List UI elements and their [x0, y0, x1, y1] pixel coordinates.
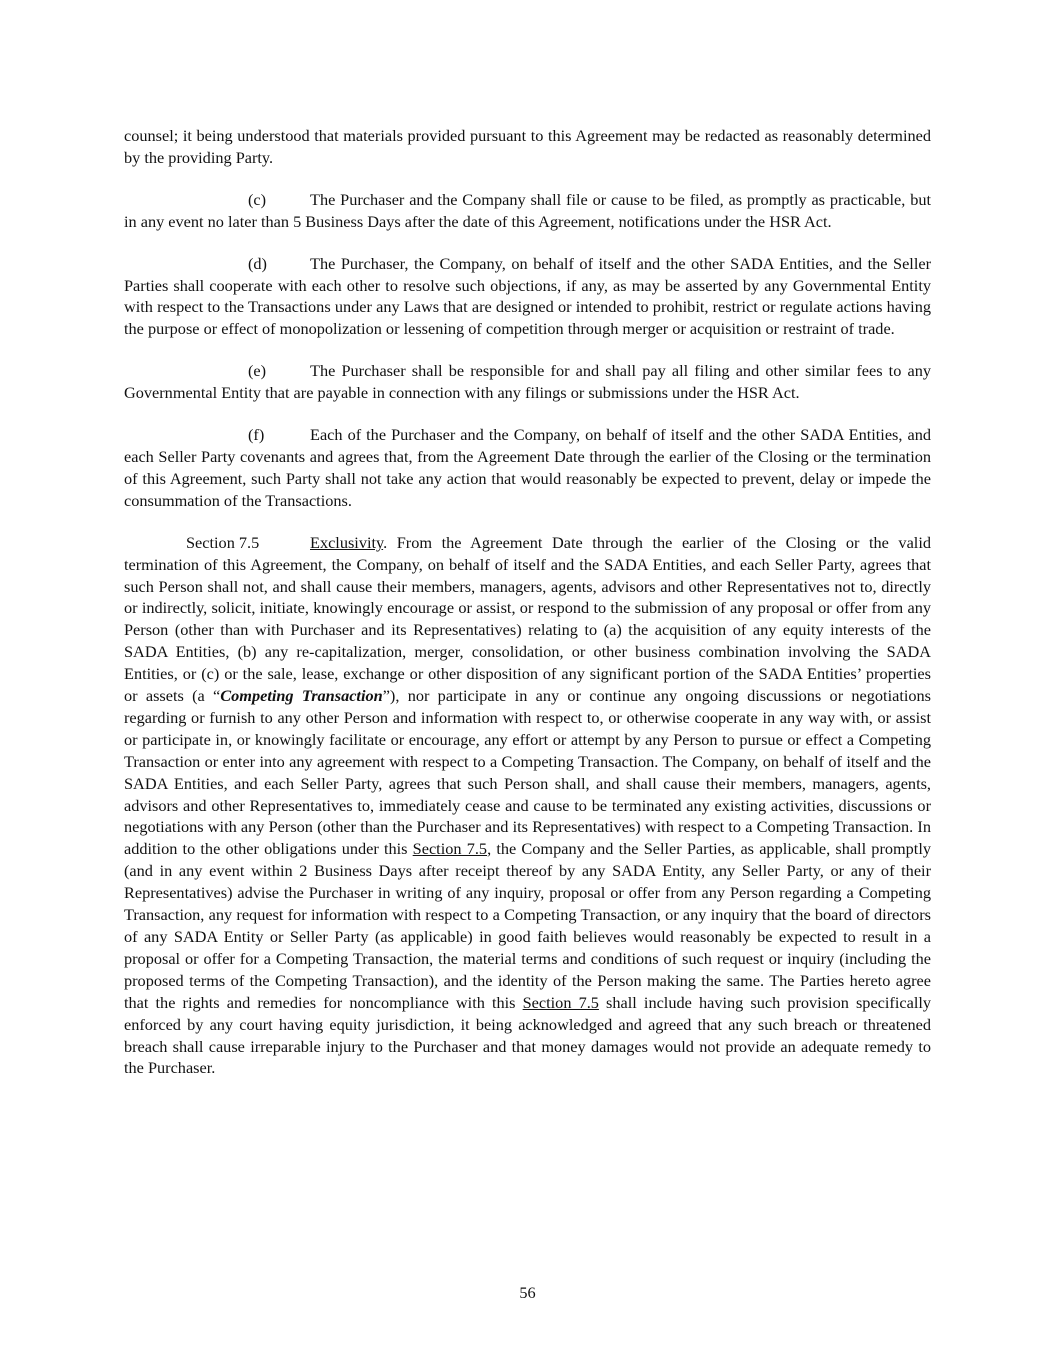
subsection-text: The Purchaser shall be responsible for and shall pay all filing and other similar fees to any Governmental Entity that are payable in connection with any filings or submissions under the HSR Act. [124, 361, 931, 403]
section-heading: Exclusivity [310, 532, 384, 552]
section-text: ”), nor participate in any or continue any ongoing discussions or negotiations regarding or furnish to any other Person and information with respect to, or otherwise cooperate in any way with, or assist or participate in, or knowingly facilitate or encourage, any effort or attempt by any Person to pursue or effect a Competing Transaction or enter into any agreement with respect to a Competing Transaction. The Company, on behalf of itself and the SADA Entities, and each Seller Party, agrees that such Person shall, and shall cause their members, managers, agents, advisors and other Representatives to, immediately cease and cause to be terminated any existing activities, discussions or negotiations with any Person (other than the Purchaser and its Representatives) with respect to a Competing Transaction. In addition to the other obligations under this [124, 686, 931, 859]
section-cross-reference: Section 7.5 [522, 992, 599, 1012]
subsection-label: (c) [248, 189, 267, 209]
subsection-d [124, 253, 931, 341]
subsection-label: (d) [248, 253, 267, 273]
section-text: shall include having such provision specifically enforced by any court having equity jurisdiction, it being acknowledged and agreed that any such breach or threatened breach shall cause irreparable injury to the Purchaser and that money damages would not provide an adequate remedy to the Purchaser. [124, 992, 932, 1078]
section-text: . From the Agreement Date through the earlier of the Closing or the valid termination of this Agreement, the Company, on behalf of itself and the SADA Entities, and each Seller Party, agrees that such Person shall not, and shall cause their members, managers, agents, advisors and other Representatives not to, directly or indirectly, solicit, initiate, knowingly encourage or assist, or respond to the submission of any proposal or offer from any Person (other than with Purchaser and its Representatives) relating to (a) the acquisition of any equity interests of the SADA Entities, (b) any re-capitalization, merger, consolidation, or other business combination involving the SADA Entities, or (c) or the sale, lease, exchange or other disposition of any significant portion of the SADA Entities’ properties or assets (a “ [124, 532, 931, 706]
subsection-text: Each of the Purchaser and the Company, on behalf of itself and the other SADA Entities, and each Seller Party covenants and agrees that, from the Agreement Date through the earlier of the Closing or the termination of this Agreement, such Party shall not take any action that would reasonably be expected to prevent, delay or impede the consummation of the Transactions. [124, 425, 931, 510]
paragraph-continuation [124, 125, 931, 169]
section-text: , the Company and the Seller Parties, as applicable, shall promptly (and in any event within 2 Business Days after receipt thereof by any SADA Entity, any Seller Party, or any of their Representatives) advise the Purchaser in writing of any inquiry, proposal or offer from any Person regarding a Competing Transaction, any request for information with respect to a Competing Transaction, or any inquiry that the board of directors of any SADA Entity or Seller Party (as applicable) in good faith believes would reasonably be expected to result in a proposal or offer for a Competing Transaction, the material terms and conditions of such request or inquiry (including the proposed terms of the Competing Transaction), and the identity of the Person making the same. The Parties hereto agree that the rights and remedies for noncompliance with this [124, 839, 931, 1012]
subsection-text: The Purchaser and the Company shall file or cause to be filed, as promptly as practicable, but in any event no later than 5 Business Days after the date of this Agreement, notifications under the HSR Act. [124, 189, 931, 231]
paragraph-text: counsel; it being understood that materials provided pursuant to this Agreement may be redacted as reasonably determined by the providing Party. [124, 126, 931, 167]
defined-term: Competing Transaction [220, 686, 383, 706]
subsection-label: (e) [248, 361, 267, 381]
section-7-5 [124, 532, 931, 1080]
subsection-text: The Purchaser, the Company, on behalf of itself and the other SADA Entities, and the Seller Parties shall cooperate with each other to resolve such objections, if any, as may be asserted by any Governmental Entity with respect to the Transactions under any Laws that are designed or intended to prohibit, restrict or regulate actions having the purpose or effect of monopolization or lessening of competition through merger or acquisition or restraint of trade. [124, 253, 931, 339]
section-cross-reference: Section 7.5 [412, 839, 488, 859]
page-number: 56 [519, 1283, 536, 1302]
section-number: Section 7.5 [186, 532, 260, 552]
subsection-e [124, 360, 931, 404]
subsection-c [124, 189, 931, 233]
subsection-f [124, 424, 931, 512]
subsection-label: (f) [248, 425, 265, 445]
document-page [124, 125, 931, 1099]
